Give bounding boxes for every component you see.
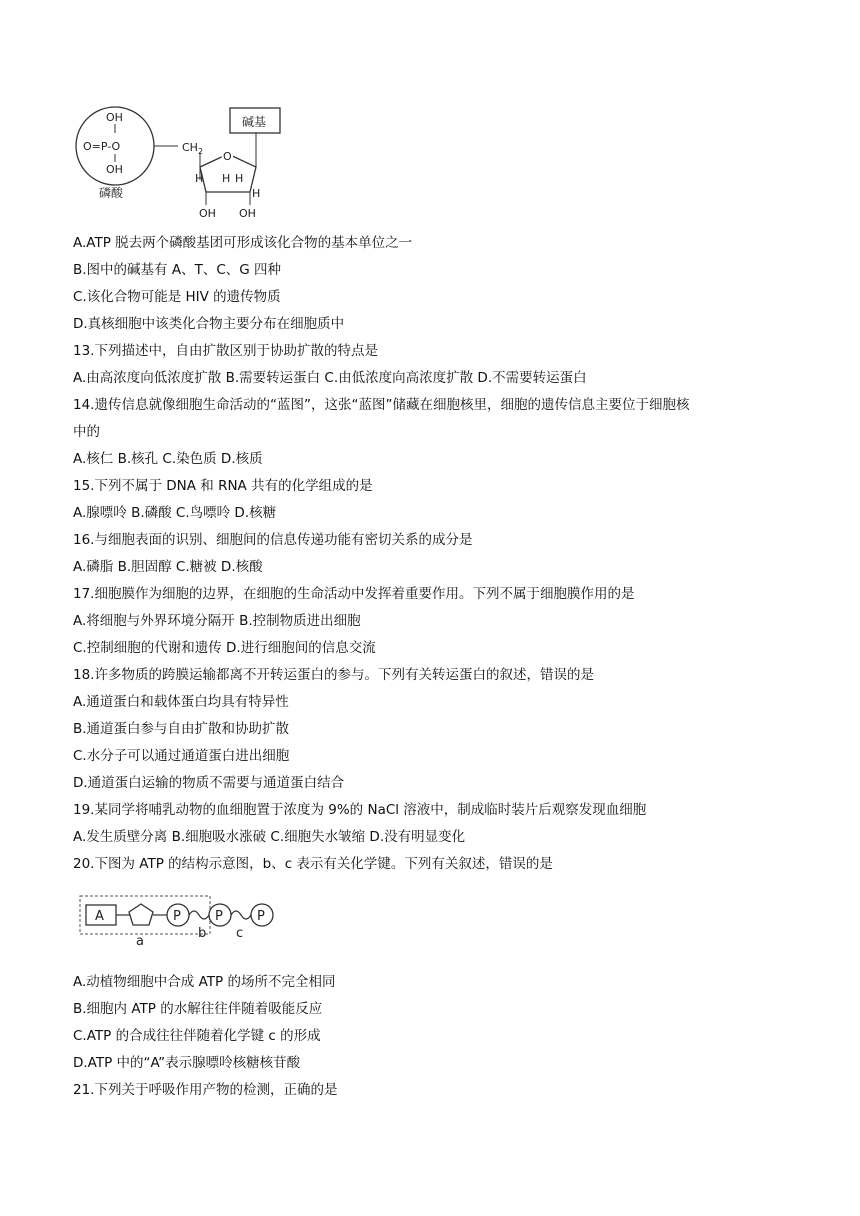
q12-option-c: C.该化合物可能是 HIV 的遗传物质 <box>73 289 281 305</box>
phosphate-oh-bottom: OH <box>106 163 123 176</box>
phosphate-label: 磷酸 <box>99 186 124 200</box>
ch2-label: $CH_2$ <box>182 141 204 156</box>
phosphate-2-label: P <box>215 909 223 924</box>
q14-options: A.核仁 B.核孔 C.染色质 D.核质 <box>73 451 263 467</box>
q19-stem: 19.某同学将哺乳动物的血细胞置于浓度为 9%的 NaCl 溶液中，制成临时装片后观察发现血细胞 <box>73 802 647 818</box>
q14-stem-line2: 中的 <box>73 424 100 440</box>
q20-stem: 20.下图为 ATP 的结构示意图，b、c 表示有关化学键。下列有关叙述，错误的是 <box>73 856 553 872</box>
label-a: a <box>136 934 144 948</box>
label-b: b <box>198 926 207 941</box>
q12-option-a: A.ATP 脱去两个磷酸基团可形成该化合物的基本单位之一 <box>73 235 413 251</box>
bond-b <box>189 911 209 919</box>
q18-stem: 18.许多物质的跨膜运输都离不开转运蛋白的参与。下列有关转运蛋白的叙述，错误的是 <box>73 667 594 683</box>
phosphate-center: O=P-O <box>83 140 121 153</box>
h-left: H <box>195 172 204 185</box>
q18-option-a: A.通道蛋白和载体蛋白均具有特异性 <box>73 694 289 710</box>
bond-c <box>231 911 251 919</box>
q14-stem-line1: 14.遗传信息就像细胞生命活动的“蓝图”，这张“蓝图”储藏在细胞核里，细胞的遗传信息主要位于细胞核 <box>73 397 690 413</box>
q12-option-b: B.图中的碱基有 A、T、C、G 四种 <box>73 262 282 278</box>
adenine-label: A <box>95 909 104 924</box>
ribose-pentagon <box>129 904 153 925</box>
q17-stem: 17.细胞膜作为细胞的边界，在细胞的生命活动中发挥着重要作用。下列不属于细胞膜作用的是 <box>73 586 635 602</box>
label-c: c <box>236 926 244 941</box>
atp-structure-figure <box>76 893 286 948</box>
q19-options: A.发生质壁分离 B.细胞吸水涨破 C.细胞失水皱缩 D.没有明显变化 <box>73 829 466 845</box>
oh-right: OH <box>239 207 256 220</box>
q20-option-d: D.ATP 中的“A”表示腺嘌呤核糖核苷酸 <box>73 1055 301 1071</box>
phosphate-3-label: P <box>257 909 265 924</box>
nucleotide-structure-figure <box>70 100 290 225</box>
q18-option-d: D.通道蛋白运输的物质不需要与通道蛋白结合 <box>73 775 345 791</box>
q17-options-line1: A.将细胞与外界环境分隔开 B.控制物质进出细胞 <box>73 613 361 629</box>
q20-option-a: A.动植物细胞中合成 ATP 的场所不完全相同 <box>73 974 336 990</box>
base-label: 碱基 <box>242 115 267 129</box>
ring-oxygen: O <box>223 150 232 163</box>
q20-option-b: B.细胞内 ATP 的水解往往伴随着吸能反应 <box>73 1001 323 1017</box>
q18-option-b: B.通道蛋白参与自由扩散和协助扩散 <box>73 721 290 737</box>
h-mid: H <box>222 172 231 185</box>
q20-option-c: C.ATP 的合成往往伴随着化学键 c 的形成 <box>73 1028 321 1044</box>
h-far: H <box>252 187 261 200</box>
phosphate-oh-top: OH <box>106 111 123 124</box>
h-right: H <box>235 172 244 185</box>
q17-options-line2: C.控制细胞的代谢和遗传 D.进行细胞间的信息交流 <box>73 640 376 656</box>
q18-option-c: C.水分子可以通过通道蛋白进出细胞 <box>73 748 290 764</box>
oh-left: OH <box>199 207 216 220</box>
q16-stem: 16.与细胞表面的识别、细胞间的信息传递功能有密切关系的成分是 <box>73 532 473 548</box>
phosphate-1-label: P <box>173 909 181 924</box>
q16-options: A.磷脂 B.胆固醇 C.糖被 D.核酸 <box>73 559 263 575</box>
q21-stem: 21.下列关于呼吸作用产物的检测，正确的是 <box>73 1082 338 1098</box>
q12-option-d: D.真核细胞中该类化合物主要分布在细胞质中 <box>73 316 345 332</box>
q15-options: A.腺嘌呤 B.磷酸 C.鸟嘌呤 D.核糖 <box>73 505 277 521</box>
q15-stem: 15.下列不属于 DNA 和 RNA 共有的化学组成的是 <box>73 478 373 494</box>
q13-stem: 13.下列描述中，自由扩散区别于协助扩散的特点是 <box>73 343 378 359</box>
q13-options: A.由高浓度向低浓度扩散 B.需要转运蛋白 C.由低浓度向高浓度扩散 D.不需要转运蛋白 <box>73 370 587 386</box>
